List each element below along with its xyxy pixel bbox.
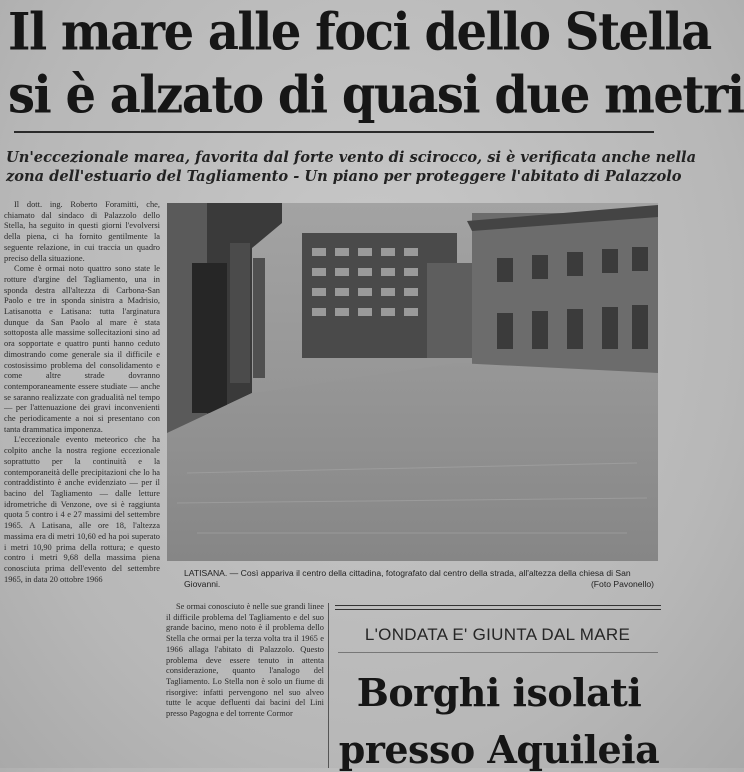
subheadline-line-1: Un'eccezionale marea, favorita dal forte vento di scirocco, si è verificata anche nella	[6, 149, 697, 166]
sidebar-headline-line-1: Borghi isolati	[356, 670, 642, 715]
flood-photo-image	[167, 203, 658, 561]
subheadline	[6, 148, 697, 186]
sidebar-kicker: L'ONDATA E' GIUNTA DAL MARE	[364, 625, 631, 644]
column-2-paragraph: Se ormai conosciuto è nelle sue grandi linee il difficile problema del Tagliamento e del suo grande bacino, meno noto è il problema dello Stella che ormai per la terza volta tra il 1965 e 1966 allaga l'abitato di Palazzolo. Questo problema deve essere tenuto in attenta considerazione, quanto l'analogo del Tagliamento. Lo Stella non è solo un fiume di risorgive: infatti pervengono nel suo alveo tutte le acque defluenti dai bacini del Lini presso Pagogna e del torrente Cormor	[166, 602, 324, 719]
article-column-1	[4, 200, 160, 768]
column-1-paragraph: L'eccezionale evento meteorico che ha colpito anche la nostra regione eccezionale soprattutto per la continuità e la contemporaneità delle precipitazioni che lo ha contraddistinto è anche evidenziato — per il bacino del Tagliamento — dalle letture idrometriche di Venzone, ove si è raggiunta quota 5 contro i 4 e 27 massimi del settembre 1965. A Latisana, alle ore 18, l'altezza massima era di metri 10,60 ed ha poi superato i metri 10,90 prima della rottura; e questo contro i metri 9,68 della massima piena conosciuta prima dell'evento del settembre 1965, in data 20 ottobre 1966	[4, 435, 160, 584]
main-headline-line-1: Il mare alle foci dello Stella	[8, 1, 711, 63]
column-1-paragraph: Come è ormai noto quattro sono state le rotture d'argine del Tagliamento, una in sponda destra all'altezza di Carbona-San Paolo e tre in sponda sinistra a Madrisio, Latisanotta e Latisana: tutta l'arginatura dunque da San Paolo al mare è stata sottoposta alle massime sollecitazioni sino ad ora sopportate e quattro punti hanno ceduto dimostrando come generale sia il difficile e costosissimo problema del consolidamento e come altre strade dovranno contemporaneamente essere studiate — anche se saranno realizzate con gradualità nel tempo — per l'attenuazione dei gravi inconvenienti che periodicamente a noi si presentano con tanta drammatica imponenza.	[4, 264, 160, 434]
photo-credit: (Foto Pavonello)	[590, 579, 654, 589]
sidebar-kicker-rule	[338, 652, 658, 653]
photo-caption: LATISANA. — Così appariva il centro della cittadina, fotografato dal centro della strada, all'altezza della chiesa di San Giovanni.	[184, 568, 631, 589]
flood-photo	[167, 203, 658, 561]
column-divider	[328, 603, 329, 768]
article-column-2	[166, 602, 324, 768]
main-headline-line-2: si è alzato di quasi due metri	[8, 64, 744, 126]
column-1-paragraph: Il dott. ing. Roberto Foramitti, che, chiamato dal sindaco di Palazzolo dello Stella, ha seguito in questi giorni l'evolversi della piena, ci ha fornito gentilmente la seguente relazione, in cui traccia un quadro preciso della situazione.	[4, 200, 160, 263]
subheadline-line-2: zona dell'estuario del Tagliamento - Un piano per proteggere l'abitato di Palazzolo	[6, 168, 682, 185]
headline-rule	[14, 131, 654, 133]
photo-caption-block	[184, 568, 654, 590]
sidebar-headline-line-2: presso Aquileia	[338, 727, 660, 772]
sidebar-top-rule	[335, 605, 661, 610]
